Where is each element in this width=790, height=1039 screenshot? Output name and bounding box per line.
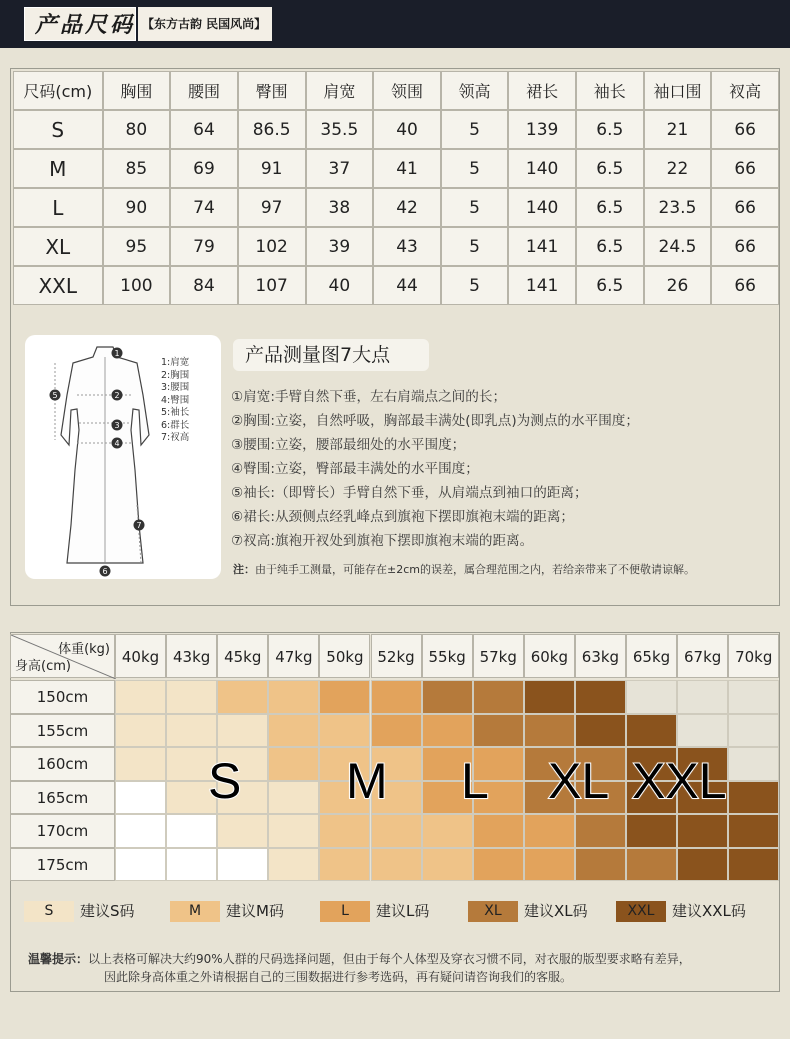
size-table-header-cell: 裙长 <box>508 71 576 110</box>
size-value-cell: 23.5 <box>644 188 712 227</box>
height-header-cell: 150cm <box>10 680 115 714</box>
height-header-cell: 175cm <box>10 848 115 882</box>
diagram-marker-number: 1 <box>114 349 120 358</box>
size-value-cell: 38 <box>306 188 374 227</box>
size-grid-cell-none <box>217 848 268 882</box>
size-value-cell: 35.5 <box>306 110 374 149</box>
size-grid-cell-m <box>217 680 268 714</box>
size-value-cell: 97 <box>238 188 306 227</box>
weight-header-cell: 63kg <box>575 634 626 678</box>
size-grid-cell-xl <box>524 714 575 748</box>
size-grid-cell-s <box>166 680 217 714</box>
size-table-row <box>13 227 779 266</box>
size-value-cell: 69 <box>170 149 238 188</box>
size-grid-cell-xl <box>473 680 524 714</box>
size-grid-cell-xl <box>422 680 473 714</box>
size-grid-cell-m <box>319 814 370 848</box>
size-value-cell: 6.5 <box>576 110 644 149</box>
size-grid-cell-xxl <box>626 714 677 748</box>
measure-item: ①肩宽:手臂自然下垂，左右肩端点之间的长； <box>231 389 507 405</box>
size-grid-cell-s <box>217 814 268 848</box>
size-table-header-cell: 腰围 <box>170 71 238 110</box>
page-title: 产品尺码 <box>24 7 136 41</box>
height-axis-label: 身高(cm) <box>15 659 71 674</box>
size-value-cell: 6.5 <box>576 266 644 305</box>
size-table-row <box>13 188 779 227</box>
measurement-diagram <box>25 335 221 579</box>
note-label: 注： <box>233 563 255 576</box>
size-value-cell: 66 <box>711 110 779 149</box>
size-grid-cell-xxl <box>524 680 575 714</box>
size-value-cell: 5 <box>441 188 509 227</box>
legend-text: 建议L码 <box>376 902 430 920</box>
weight-header-cell: 47kg <box>268 634 319 678</box>
legend-swatch: S <box>24 901 74 922</box>
diagram-legend-item: 7:衩高 <box>161 432 190 443</box>
size-value-cell: 139 <box>508 110 576 149</box>
legend-swatch: M <box>170 901 220 922</box>
legend-text: 建议M码 <box>226 902 284 920</box>
diagram-legend-item: 1:肩宽 <box>161 357 190 368</box>
size-grid-cell-s <box>166 714 217 748</box>
size-grid-cell-s <box>268 814 319 848</box>
size-grid-cell-xxl <box>626 814 677 848</box>
size-table-header-cell: 胸围 <box>103 71 171 110</box>
size-value-cell: 74 <box>170 188 238 227</box>
diagram-marker-number: 4 <box>114 439 120 448</box>
weight-header-cell: 60kg <box>524 634 575 678</box>
measure-item: ⑤袖长:（即臂长）手臂自然下垂，从肩端点到袖口的距离； <box>231 485 588 501</box>
legend-text: 建议XXL码 <box>672 902 746 920</box>
big-size-label: XXL <box>632 753 727 809</box>
size-grid-cell-xxl <box>575 714 626 748</box>
size-table <box>13 71 779 305</box>
size-table-header-row <box>13 71 779 110</box>
size-grid-cell-xxl <box>728 848 779 882</box>
diagram-marker-number: 5 <box>52 391 58 400</box>
size-value-cell: 24.5 <box>644 227 712 266</box>
size-grid-cell-m <box>319 848 370 882</box>
size-grid-cell-l <box>473 848 524 882</box>
size-table-row <box>13 266 779 305</box>
size-value-cell: 66 <box>711 188 779 227</box>
size-grid-cell-m <box>268 747 319 781</box>
size-grid-cell-none <box>626 680 677 714</box>
measure-list <box>231 385 639 553</box>
height-header-cell: 165cm <box>10 781 115 815</box>
size-grid-cell-none <box>115 814 166 848</box>
size-value-cell: 85 <box>103 149 171 188</box>
measure-item: ⑦衩高:旗袍开衩处到旗袍下摆即旗袍末端的距离。 <box>231 533 534 549</box>
size-value-cell: 41 <box>373 149 441 188</box>
size-grid-cell-none <box>728 680 779 714</box>
tip-line-2: 因此除身高体重之外请根据自己的三围数据进行参考选码，再有疑问请咨询我们的客服。 <box>104 970 573 984</box>
measure-item: ④臀围:立姿，臀部最丰满处的水平围度； <box>231 461 479 477</box>
size-label-cell: M <box>13 149 103 188</box>
size-grid-cell-s <box>217 714 268 748</box>
size-value-cell: 44 <box>373 266 441 305</box>
size-grid-cell-m <box>268 714 319 748</box>
size-grid-cell-s <box>115 714 166 748</box>
size-value-cell: 107 <box>238 266 306 305</box>
size-table-header-cell: 肩宽 <box>306 71 374 110</box>
big-size-label: XL <box>548 753 610 809</box>
measure-item: ⑥裙长:从颈侧点经乳峰点到旗袍下摆即旗袍末端的距离； <box>231 509 575 525</box>
diagram-legend <box>161 357 189 445</box>
size-grid-cell-m <box>371 848 422 882</box>
size-grid-cell-s <box>115 680 166 714</box>
big-size-label: M <box>346 753 388 809</box>
size-value-cell: 141 <box>508 266 576 305</box>
size-grid-cell-l <box>524 848 575 882</box>
measure-title: 产品测量图7大点 <box>233 339 429 371</box>
legend-text: 建议S码 <box>80 902 135 920</box>
size-value-cell: 100 <box>103 266 171 305</box>
size-value-cell: 40 <box>373 110 441 149</box>
size-legend <box>24 901 774 925</box>
size-label-cell: L <box>13 188 103 227</box>
legend-swatch: XL <box>468 901 518 922</box>
size-value-cell: 86.5 <box>238 110 306 149</box>
size-grid-cell-l <box>371 714 422 748</box>
size-grid-cell-none <box>166 814 217 848</box>
size-panel <box>10 68 780 606</box>
legend-swatch: L <box>320 901 370 922</box>
size-grid-cell-s <box>268 781 319 815</box>
size-value-cell: 6.5 <box>576 149 644 188</box>
weight-header-cell: 52kg <box>371 634 422 678</box>
size-label-cell: XXL <box>13 266 103 305</box>
height-header-cell: 155cm <box>10 714 115 748</box>
grid-corner <box>10 634 115 678</box>
size-grid-cell-m <box>319 714 370 748</box>
size-grid-cell-xxl <box>575 680 626 714</box>
size-grid-cell-xxl <box>677 848 728 882</box>
weight-header-cell: 65kg <box>626 634 677 678</box>
size-grid-cell-none <box>166 848 217 882</box>
weight-header-cell: 55kg <box>422 634 473 678</box>
size-table-row <box>13 149 779 188</box>
diagram-marker-number: 3 <box>114 421 120 430</box>
size-grid-cell-s <box>115 747 166 781</box>
tip-label: 温馨提示： <box>28 952 89 966</box>
weight-header-cell: 57kg <box>473 634 524 678</box>
size-value-cell: 84 <box>170 266 238 305</box>
size-table-header-cell: 袖长 <box>576 71 644 110</box>
size-table-row <box>13 110 779 149</box>
size-label-cell: S <box>13 110 103 149</box>
size-value-cell: 140 <box>508 188 576 227</box>
size-grid-cell-xxl <box>677 814 728 848</box>
size-value-cell: 91 <box>238 149 306 188</box>
size-grid-cell-xl <box>575 848 626 882</box>
size-value-cell: 66 <box>711 266 779 305</box>
size-grid-cell-xl <box>626 848 677 882</box>
diagram-legend-item: 4:臀围 <box>161 394 190 406</box>
size-grid-cell-xl <box>473 714 524 748</box>
size-value-cell: 6.5 <box>576 227 644 266</box>
size-grid-cell-l <box>524 814 575 848</box>
height-header-cell: 160cm <box>10 747 115 781</box>
size-grid-cell-l <box>319 680 370 714</box>
big-size-label: S <box>208 753 242 809</box>
size-table-header-cell: 臀围 <box>238 71 306 110</box>
size-grid-cell-xxl <box>728 814 779 848</box>
size-value-cell: 90 <box>103 188 171 227</box>
size-grid-cell-none <box>115 781 166 815</box>
note-text: 由于纯手工测量，可能存在±2cm的误差，属合理范围之内，若给亲带来了不便敬请谅解。 <box>255 563 695 576</box>
size-grid-cell-none <box>677 680 728 714</box>
size-value-cell: 5 <box>441 266 509 305</box>
weight-header-cell: 43kg <box>166 634 217 678</box>
size-value-cell: 66 <box>711 227 779 266</box>
diagram-marker-number: 6 <box>102 567 108 576</box>
size-value-cell: 40 <box>306 266 374 305</box>
weight-header-cell: 67kg <box>677 634 728 678</box>
qipao-figure <box>25 335 221 579</box>
size-grid-cell-s <box>268 848 319 882</box>
size-grid-cell-none <box>728 747 779 781</box>
size-grid-cell-m <box>422 814 473 848</box>
size-grid-cell-xl <box>575 814 626 848</box>
tip-box <box>28 950 691 986</box>
size-value-cell: 141 <box>508 227 576 266</box>
size-grid-cell-l <box>422 714 473 748</box>
size-value-cell: 80 <box>103 110 171 149</box>
size-value-cell: 66 <box>711 149 779 188</box>
size-value-cell: 79 <box>170 227 238 266</box>
page-subtitle: 【东方古韵 民国风尚】 <box>138 7 272 41</box>
weight-header-cell: 70kg <box>728 634 779 678</box>
size-grid-cell-none <box>677 714 728 748</box>
size-table-header-cell: 袖口围 <box>644 71 712 110</box>
size-value-cell: 6.5 <box>576 188 644 227</box>
measure-item: ②胸围:立姿，自然呼吸，胸部最丰满处(即乳点)为测点的水平围度； <box>231 413 639 429</box>
size-value-cell: 140 <box>508 149 576 188</box>
size-value-cell: 26 <box>644 266 712 305</box>
size-label-cell: XL <box>13 227 103 266</box>
diagram-legend-item: 6:群长 <box>161 419 190 431</box>
size-table-header-cell: 领高 <box>441 71 509 110</box>
weight-header-cell: 45kg <box>217 634 268 678</box>
diagram-marker-number: 7 <box>136 521 142 530</box>
size-grid-cell-none <box>728 714 779 748</box>
size-value-cell: 5 <box>441 149 509 188</box>
size-value-cell: 95 <box>103 227 171 266</box>
tip-line-1: 以上表格可解决大约90%人群的尺码选择问题，但由于每个人体型及穿衣习惯不同，对衣服的版型要求略有差异， <box>88 952 691 966</box>
size-table-header-cell: 领围 <box>373 71 441 110</box>
diagram-marker-number: 2 <box>114 391 120 400</box>
size-value-cell: 102 <box>238 227 306 266</box>
big-size-label: L <box>461 753 489 809</box>
size-value-cell: 37 <box>306 149 374 188</box>
size-table-header-cell: 尺码(cm) <box>13 71 103 110</box>
size-grid-cell-l <box>473 814 524 848</box>
header-bar <box>0 0 790 48</box>
size-grid-cell-m <box>268 680 319 714</box>
size-value-cell: 43 <box>373 227 441 266</box>
size-table-header-cell: 衩高 <box>711 71 779 110</box>
diagram-legend-item: 3:腰围 <box>161 382 190 393</box>
diagram-legend-item: 2:胸围 <box>161 369 190 381</box>
size-grid-cell-xxl <box>728 781 779 815</box>
size-grid-cell-l <box>371 680 422 714</box>
weight-axis-label: 体重(kg) <box>58 642 110 657</box>
size-value-cell: 39 <box>306 227 374 266</box>
legend-swatch: XXL <box>616 901 666 922</box>
diagram-legend-item: 5:袖长 <box>161 407 190 418</box>
size-value-cell: 42 <box>373 188 441 227</box>
size-value-cell: 64 <box>170 110 238 149</box>
size-value-cell: 5 <box>441 110 509 149</box>
size-grid-cell-m <box>371 814 422 848</box>
weight-header-cell: 50kg <box>319 634 370 678</box>
size-grid-cell-m <box>422 848 473 882</box>
measure-item: ③腰围:立姿，腰部最细处的水平围度； <box>231 437 466 453</box>
legend-text: 建议XL码 <box>524 902 588 920</box>
measure-note <box>233 561 695 577</box>
size-value-cell: 5 <box>441 227 509 266</box>
size-grid-cell-none <box>115 848 166 882</box>
height-header-cell: 170cm <box>10 814 115 848</box>
size-value-cell: 21 <box>644 110 712 149</box>
size-value-cell: 22 <box>644 149 712 188</box>
weight-header-cell: 40kg <box>115 634 166 678</box>
